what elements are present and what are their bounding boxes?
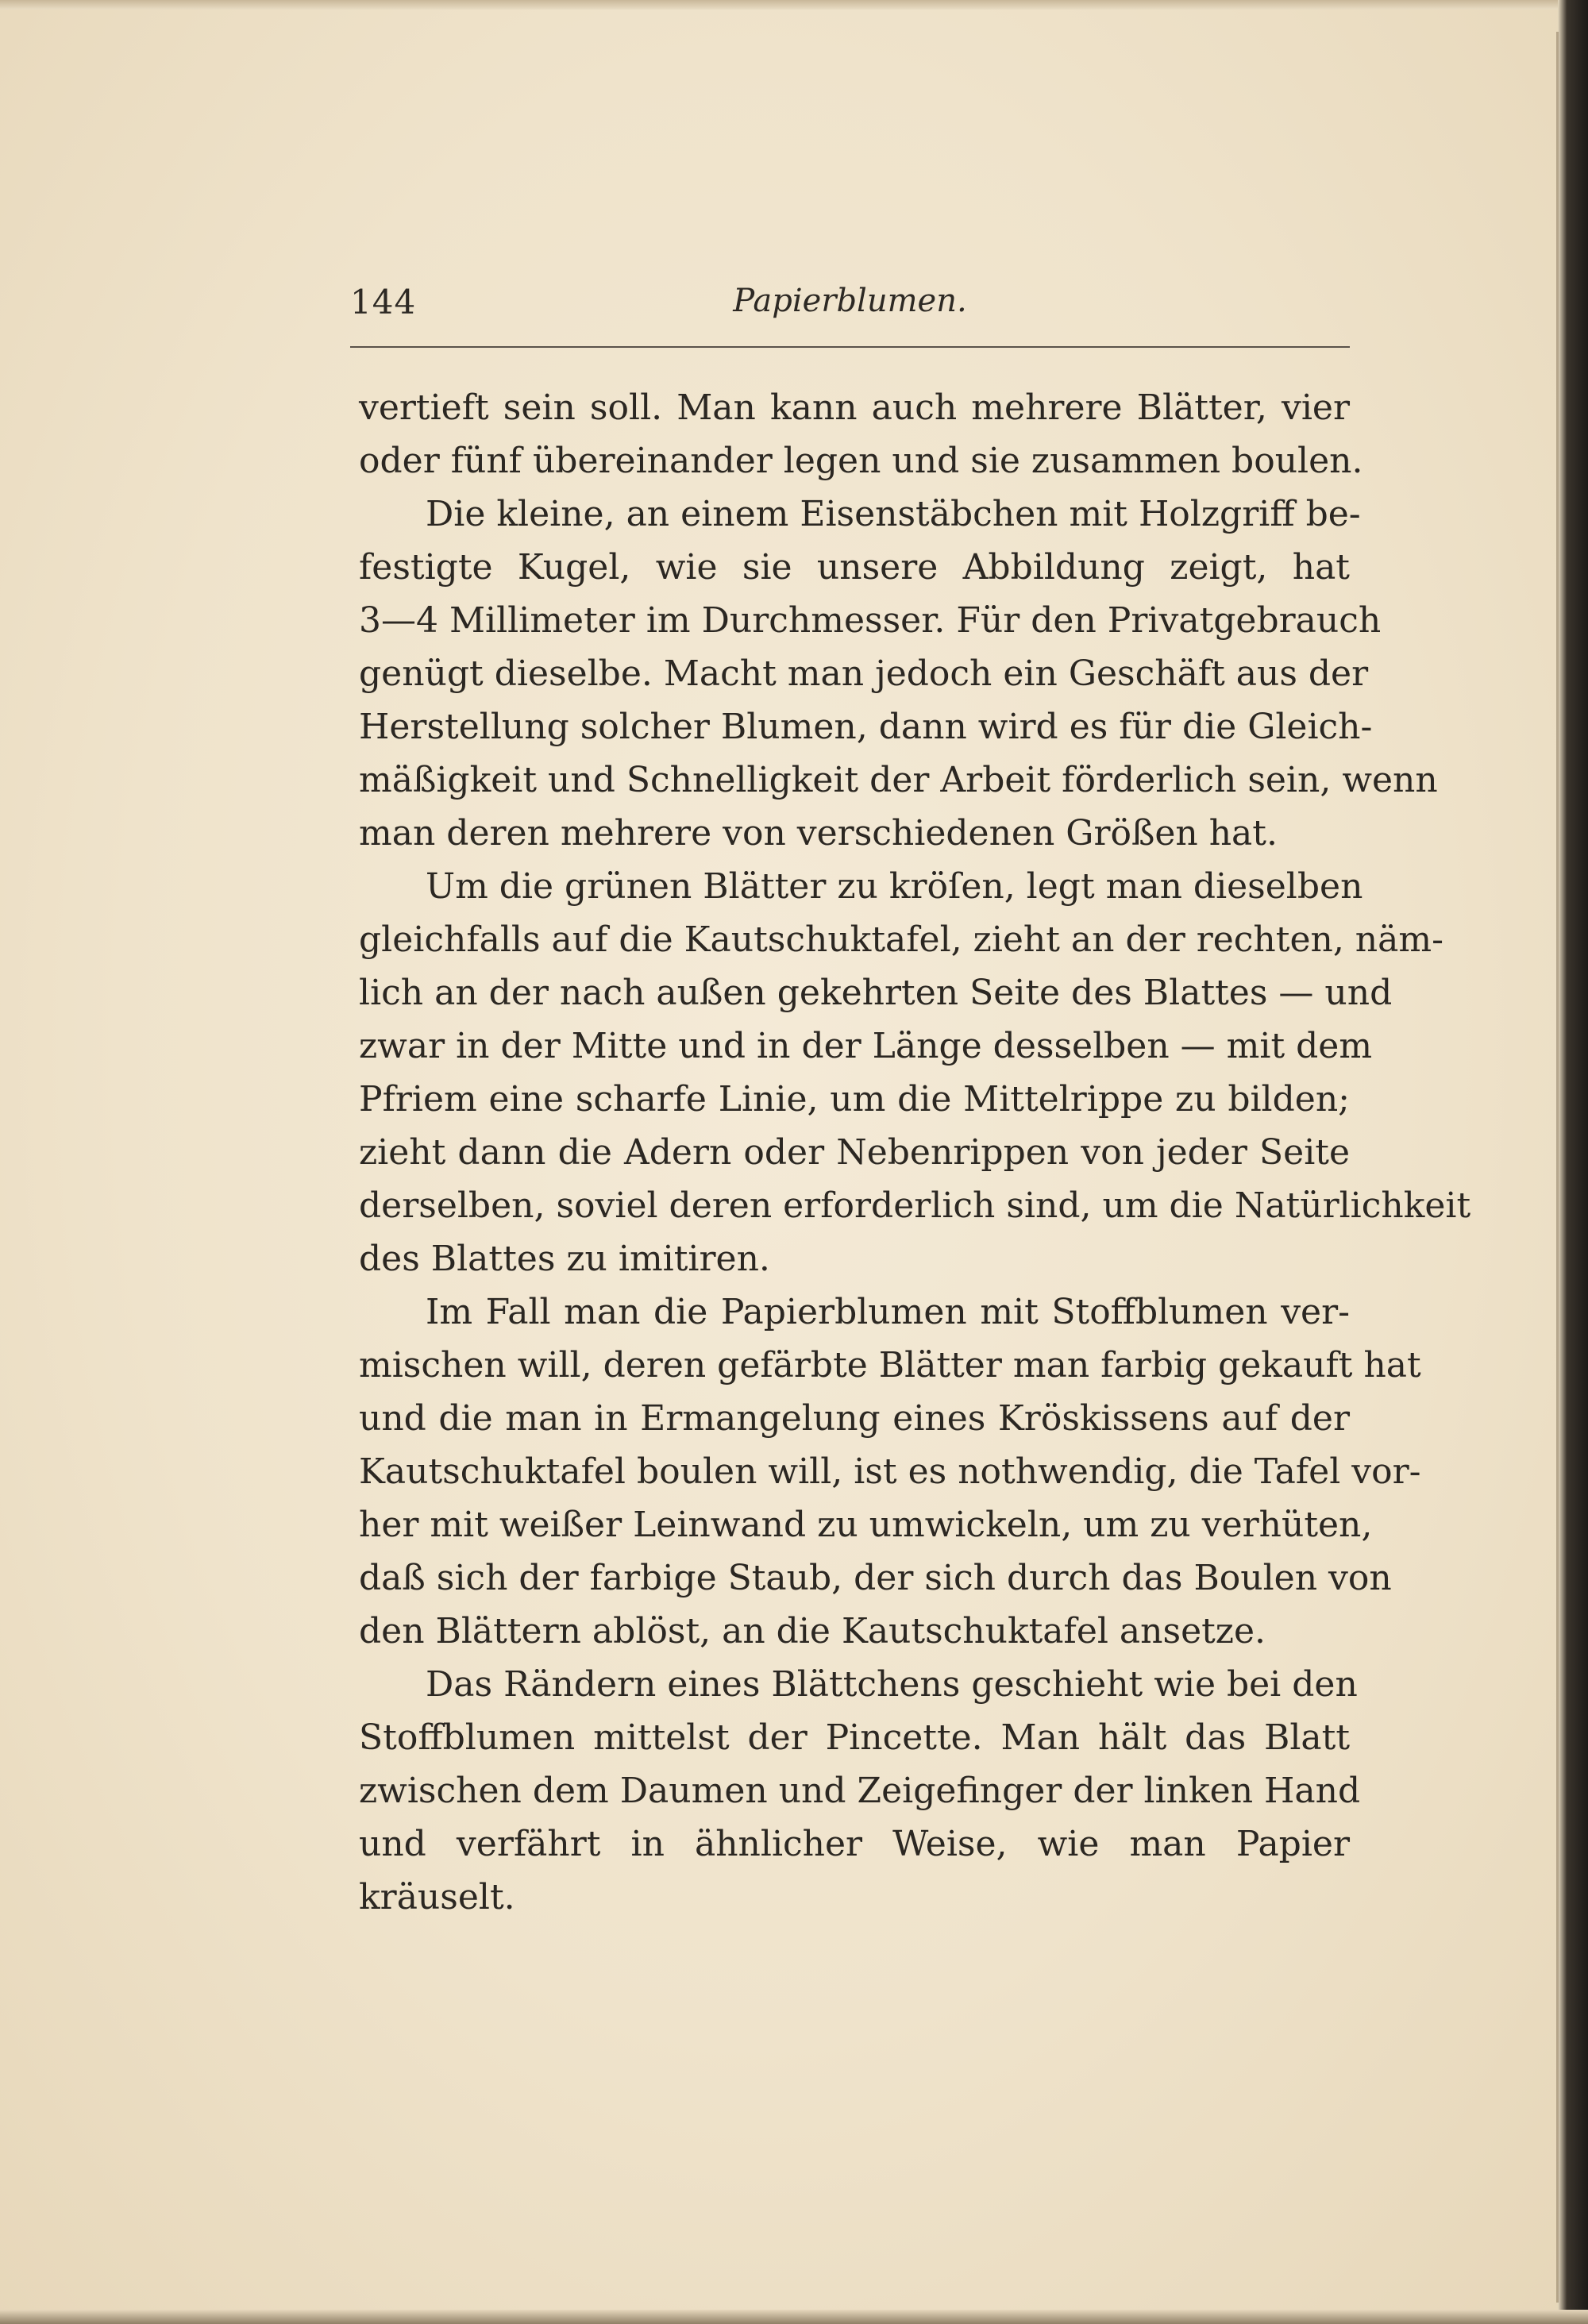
text-line: Im Fall man die Papierblumen mit Stoffblumen ver- [426,1292,1350,1332]
text-line: man deren mehrere von verschiedenen Größen hat. [359,813,1278,854]
text-line: mischen will, deren gefärbte Blätter man farbig gekauft hat [359,1345,1421,1386]
text-line: kräuselt. [359,1877,515,1917]
text-line: Die kleine, an einem Eisenstäbchen mit Holzgriff be- [426,494,1361,534]
text-line: und die man in Ermangelung eines Kröskissens auf der [359,1398,1350,1439]
text-line: oder fünf übereinander legen und sie zusammen boulen. [359,441,1363,481]
text-line: den Blättern ablöst, an die Kautschuktafel ansetze. [359,1611,1266,1651]
page-number: 144 [350,283,417,322]
text-line: Herstellung solcher Blumen, dann wird es für die Gleich- [359,707,1373,747]
text-line: Das Rändern eines Blättchens geschieht wie bei den [426,1664,1358,1705]
text-line: zwar in der Mitte und in der Länge desselben — mit dem [359,1026,1373,1066]
text-line: und verfährt in ähnlicher Weise, wie man Papier [359,1824,1350,1864]
page-fold-line [1556,32,1559,2303]
text-line: her mit weißer Leinwand zu umwickeln, um zu verhüten, [359,1505,1373,1545]
page-header [350,268,1350,332]
header-rule [350,346,1350,348]
text-line: vertieft sein soll. Man kann auch mehrere Blätter, vier [359,387,1350,428]
running-title: Papierblumen. [733,283,967,319]
text-line: des Blattes zu imitiren. [359,1239,770,1279]
text-line: derselben, soviel deren erforderlich sind, um die Natürlichkeit [359,1185,1471,1226]
text-line: Pfriem eine scharfe Linie, um die Mittelrippe zu bilden; [359,1079,1350,1120]
text-line: Kautschuktafel boulen will, ist es nothwendig, die Tafel vor- [359,1451,1421,1492]
text-line: genügt dieselbe. Macht man jedoch ein Geschäft aus der [359,653,1369,694]
book-spine-edge [1558,0,1588,2324]
text-line: Stoffblumen mittelst der Pincette. Man hält das Blatt [359,1717,1350,1758]
text-line: lich an der nach außen gekehrten Seite des Blattes — und [359,973,1393,1013]
text-line: zieht dann die Adern oder Nebenrippen von jeder Seite [359,1132,1350,1173]
bottom-page-edge [0,2310,1588,2324]
text-line: daß sich der farbige Staub, der sich durch das Boulen von [359,1558,1392,1598]
body-text [359,381,1471,1924]
text-line: 3—4 Millimeter im Durchmesser. Für den Privatgebrauch [359,600,1382,641]
text-line: zwischen dem Daumen und Zeigefinger der linken Hand [359,1771,1361,1811]
text-line: mäßigkeit und Schnelligkeit der Arbeit förderlich sein, wenn [359,760,1438,800]
top-page-edge [0,0,1588,10]
text-line: gleichfalls auf die Kautschuktafel, zieht an der rechten, näm- [359,919,1443,960]
text-line: Um die grünen Blätter zu kröſen, legt man dieselben [426,866,1363,907]
text-line: festigte Kugel, wie sie unsere Abbildung zeigt, hat [359,547,1350,588]
